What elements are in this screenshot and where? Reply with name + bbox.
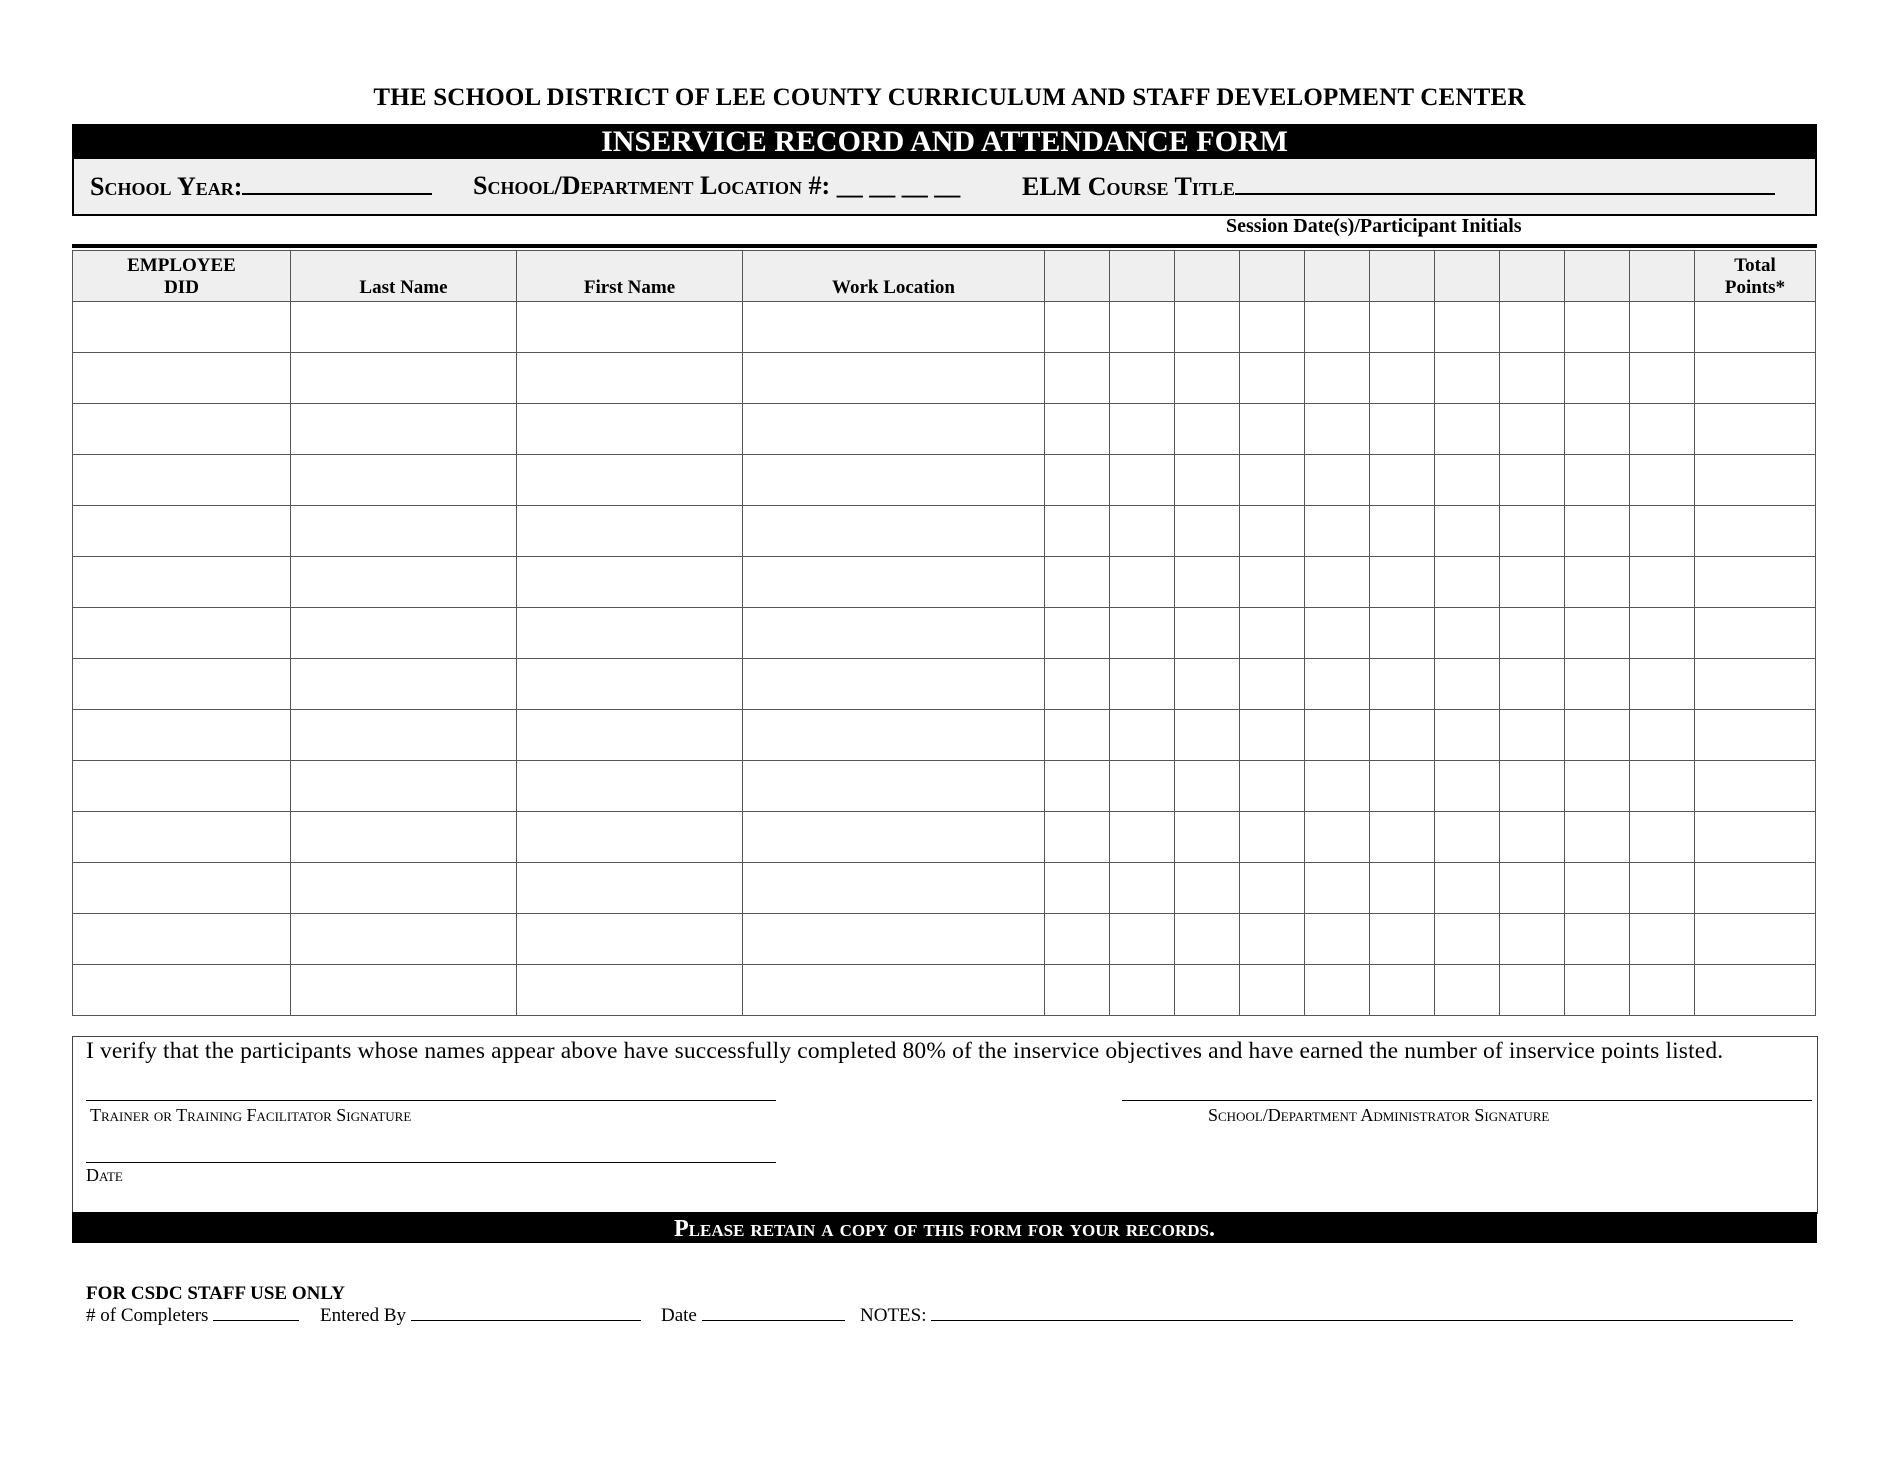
table-cell[interactable] (1175, 965, 1240, 1016)
column-header: EMPLOYEE DID (73, 251, 291, 302)
table-cell[interactable] (1435, 455, 1500, 506)
table-cell[interactable] (1630, 659, 1695, 710)
table-cell[interactable] (1175, 557, 1240, 608)
table-header-row (73, 251, 1816, 302)
table-cell[interactable] (1695, 353, 1816, 404)
table-cell[interactable] (1630, 608, 1695, 659)
table-cell[interactable] (1630, 404, 1695, 455)
table-cell[interactable] (1500, 659, 1565, 710)
session-column-header (1370, 251, 1435, 302)
table-cell[interactable] (517, 914, 743, 965)
table-cell[interactable] (1565, 302, 1630, 353)
table-body (73, 302, 1816, 1016)
table-cell[interactable] (1240, 761, 1305, 812)
session-column-header (1565, 251, 1630, 302)
table-row (73, 404, 1816, 455)
course-title-blank[interactable] (1235, 171, 1775, 195)
table-cell[interactable] (1240, 710, 1305, 761)
table-row (73, 455, 1816, 506)
table-cell[interactable] (291, 404, 517, 455)
table-cell[interactable] (1175, 302, 1240, 353)
table-cell[interactable] (1175, 710, 1240, 761)
notes-field[interactable] (860, 1303, 1793, 1327)
table-cell[interactable] (1630, 557, 1695, 608)
table-cell[interactable] (1695, 761, 1816, 812)
entered-by-blank[interactable] (411, 1303, 641, 1321)
table-cell[interactable] (73, 455, 291, 506)
school-year-blank[interactable] (242, 171, 432, 195)
table-cell[interactable] (291, 455, 517, 506)
table-cell[interactable] (743, 302, 1045, 353)
table-cell[interactable] (1370, 863, 1435, 914)
table-cell[interactable] (291, 353, 517, 404)
table-cell[interactable] (1045, 506, 1110, 557)
table-cell[interactable] (1045, 812, 1110, 863)
table-cell[interactable] (1435, 659, 1500, 710)
table-cell[interactable] (1175, 608, 1240, 659)
table-cell[interactable] (1370, 353, 1435, 404)
table-cell[interactable] (1045, 863, 1110, 914)
table-cell[interactable] (1435, 302, 1500, 353)
notes-label: NOTES: (860, 1305, 927, 1326)
table-cell[interactable] (73, 914, 291, 965)
table-cell[interactable] (743, 659, 1045, 710)
table-cell[interactable] (1045, 557, 1110, 608)
completers-field[interactable] (86, 1303, 299, 1327)
table-cell[interactable] (291, 863, 517, 914)
trainer-signature-label: Trainer or Training Facilitator Signature (90, 1105, 412, 1125)
table-cell[interactable] (1435, 812, 1500, 863)
table-cell[interactable] (1435, 557, 1500, 608)
table-cell[interactable] (1240, 812, 1305, 863)
table-cell[interactable] (1500, 404, 1565, 455)
table-cell[interactable] (1630, 353, 1695, 404)
table-cell[interactable] (1305, 608, 1370, 659)
session-column-header (1305, 251, 1370, 302)
table-cell[interactable] (1435, 965, 1500, 1016)
table-cell[interactable] (1305, 659, 1370, 710)
table-cell[interactable] (73, 812, 291, 863)
table-cell[interactable] (1175, 353, 1240, 404)
table-cell[interactable] (517, 353, 743, 404)
table-cell[interactable] (1695, 659, 1816, 710)
table-cell[interactable] (743, 914, 1045, 965)
table-cell[interactable] (1305, 455, 1370, 506)
table-cell[interactable] (1630, 710, 1695, 761)
location-label: School/Department Location #: (473, 171, 831, 200)
table-cell[interactable] (1695, 404, 1816, 455)
table-cell[interactable] (517, 659, 743, 710)
table-cell[interactable] (517, 506, 743, 557)
table-cell[interactable] (1110, 710, 1175, 761)
staff-date-field[interactable] (661, 1303, 845, 1327)
table-cell[interactable] (291, 608, 517, 659)
table-cell[interactable] (1370, 914, 1435, 965)
table-cell[interactable] (743, 608, 1045, 659)
table-cell[interactable] (1305, 302, 1370, 353)
table-cell[interactable] (1695, 812, 1816, 863)
table-cell[interactable] (73, 761, 291, 812)
table-cell[interactable] (743, 863, 1045, 914)
table-row (73, 608, 1816, 659)
completers-blank[interactable] (213, 1303, 299, 1321)
course-title-label: ELM Course Title (1022, 172, 1235, 201)
table-cell[interactable] (291, 965, 517, 1016)
retain-copy-banner: Please retain a copy of this form for your records. (72, 1212, 1817, 1243)
table-cell[interactable] (1500, 914, 1565, 965)
table-cell[interactable] (743, 965, 1045, 1016)
table-cell[interactable] (1370, 302, 1435, 353)
table-cell[interactable] (1370, 455, 1435, 506)
table-cell[interactable] (1175, 659, 1240, 710)
table-cell[interactable] (1370, 557, 1435, 608)
table-row (73, 761, 1816, 812)
column-header: Last Name (291, 251, 517, 302)
table-row (73, 506, 1816, 557)
table-cell[interactable] (1370, 506, 1435, 557)
table-row (73, 710, 1816, 761)
table-cell[interactable] (1240, 965, 1305, 1016)
table-cell[interactable] (1565, 353, 1630, 404)
session-column-header (1045, 251, 1110, 302)
table-cell[interactable] (1045, 914, 1110, 965)
table-cell[interactable] (743, 557, 1045, 608)
table-cell[interactable] (743, 761, 1045, 812)
table-cell[interactable] (517, 608, 743, 659)
table-cell[interactable] (73, 404, 291, 455)
entered-by-label: Entered By (320, 1305, 407, 1326)
notes-blank[interactable] (931, 1303, 1793, 1321)
table-cell[interactable] (1435, 404, 1500, 455)
staff-date-label: Date (661, 1305, 697, 1326)
table-cell[interactable] (73, 353, 291, 404)
table-cell[interactable] (1110, 608, 1175, 659)
date-signature-label: Date (86, 1165, 123, 1185)
table-cell[interactable] (517, 761, 743, 812)
table-cell[interactable] (1630, 965, 1695, 1016)
table-cell[interactable] (1565, 455, 1630, 506)
table-cell[interactable] (1305, 914, 1370, 965)
table-row (73, 557, 1816, 608)
table-cell[interactable] (1370, 761, 1435, 812)
table-cell[interactable] (1500, 761, 1565, 812)
table-row (73, 965, 1816, 1016)
table-cell[interactable] (1110, 965, 1175, 1016)
table-cell[interactable] (1630, 302, 1695, 353)
table-cell[interactable] (73, 965, 291, 1016)
completers-label: # of Completers (86, 1305, 209, 1326)
session-column-header (1435, 251, 1500, 302)
table-cell[interactable] (1565, 404, 1630, 455)
table-cell[interactable] (1695, 455, 1816, 506)
staff-use-heading: FOR CSDC STAFF USE ONLY (86, 1283, 346, 1304)
table-cell[interactable] (1240, 302, 1305, 353)
table-cell[interactable] (1240, 914, 1305, 965)
table-row (73, 914, 1816, 965)
table-cell[interactable] (1045, 353, 1110, 404)
table-cell[interactable] (1500, 965, 1565, 1016)
table-cell[interactable] (1045, 965, 1110, 1016)
table-cell[interactable] (1500, 506, 1565, 557)
header-rule (72, 244, 1817, 248)
table-cell[interactable] (1435, 710, 1500, 761)
table-cell[interactable] (1305, 965, 1370, 1016)
table-cell[interactable] (1630, 761, 1695, 812)
table-cell[interactable] (1110, 914, 1175, 965)
table-cell[interactable] (1175, 812, 1240, 863)
table-cell[interactable] (1240, 608, 1305, 659)
table-row (73, 659, 1816, 710)
table-cell[interactable] (517, 302, 743, 353)
table-cell[interactable] (517, 710, 743, 761)
table-cell[interactable] (743, 353, 1045, 404)
table-cell[interactable] (1630, 455, 1695, 506)
table-cell[interactable] (1435, 608, 1500, 659)
table-cell[interactable] (1110, 353, 1175, 404)
table-cell[interactable] (743, 506, 1045, 557)
table-cell[interactable] (1695, 965, 1816, 1016)
table-cell[interactable] (1175, 455, 1240, 506)
district-title: THE SCHOOL DISTRICT OF LEE COUNTY CURRICULUM AND STAFF DEVELOPMENT CENTER (373, 84, 1526, 111)
table-cell[interactable] (1565, 812, 1630, 863)
session-column-header (1630, 251, 1695, 302)
entered-by-field[interactable] (320, 1303, 641, 1327)
location-field[interactable] (473, 171, 960, 201)
table-cell[interactable] (1175, 404, 1240, 455)
table-cell[interactable] (517, 863, 743, 914)
table-cell[interactable] (1045, 302, 1110, 353)
table-cell[interactable] (1240, 455, 1305, 506)
table-cell[interactable] (1370, 710, 1435, 761)
table-cell[interactable] (743, 455, 1045, 506)
table-cell[interactable] (291, 914, 517, 965)
table-cell[interactable] (1500, 302, 1565, 353)
table-cell[interactable] (1565, 710, 1630, 761)
table-cell[interactable] (1240, 506, 1305, 557)
table-cell[interactable] (291, 812, 517, 863)
table-cell[interactable] (291, 659, 517, 710)
table-cell[interactable] (1565, 863, 1630, 914)
table-cell[interactable] (1240, 404, 1305, 455)
table-cell[interactable] (1695, 608, 1816, 659)
table-cell[interactable] (1370, 404, 1435, 455)
table-cell[interactable] (1305, 353, 1370, 404)
table-cell[interactable] (1630, 506, 1695, 557)
table-cell[interactable] (1110, 761, 1175, 812)
table-cell[interactable] (73, 659, 291, 710)
table-cell[interactable] (743, 812, 1045, 863)
table-cell[interactable] (1695, 557, 1816, 608)
table-cell[interactable] (1565, 557, 1630, 608)
table-cell[interactable] (1240, 353, 1305, 404)
table-cell[interactable] (73, 608, 291, 659)
table-cell[interactable] (1175, 506, 1240, 557)
admin-signature-label: School/Department Administrator Signature (1208, 1105, 1550, 1125)
table-cell[interactable] (1240, 863, 1305, 914)
admin-signature-line[interactable] (1122, 1100, 1812, 1101)
column-header: Work Location (743, 251, 1045, 302)
table-cell[interactable] (1565, 914, 1630, 965)
table-cell[interactable] (1305, 812, 1370, 863)
table-cell[interactable] (1435, 863, 1500, 914)
table-cell[interactable] (1240, 557, 1305, 608)
session-column-header (1110, 251, 1175, 302)
table-cell[interactable] (1370, 659, 1435, 710)
table-cell[interactable] (73, 557, 291, 608)
table-cell[interactable] (291, 506, 517, 557)
table-cell[interactable] (1500, 608, 1565, 659)
table-cell[interactable] (1305, 710, 1370, 761)
table-cell[interactable] (1110, 506, 1175, 557)
table-cell[interactable] (517, 557, 743, 608)
date-signature-line[interactable] (86, 1162, 776, 1163)
table-cell[interactable] (1630, 914, 1695, 965)
table-cell[interactable] (1565, 608, 1630, 659)
location-blanks[interactable]: __ __ __ __ (836, 171, 961, 200)
table-cell[interactable] (1435, 353, 1500, 404)
table-cell[interactable] (1370, 965, 1435, 1016)
table-cell[interactable] (1695, 302, 1816, 353)
attendance-table (72, 250, 1816, 1016)
table-cell[interactable] (1045, 608, 1110, 659)
table-cell[interactable] (1695, 506, 1816, 557)
session-column-header (1240, 251, 1305, 302)
school-year-field[interactable] (90, 171, 432, 202)
table-cell[interactable] (743, 710, 1045, 761)
table-cell[interactable] (1630, 863, 1695, 914)
column-header: First Name (517, 251, 743, 302)
course-title-field[interactable] (1022, 171, 1775, 202)
table-cell[interactable] (1500, 710, 1565, 761)
table-cell[interactable] (1500, 557, 1565, 608)
table-cell[interactable] (1500, 863, 1565, 914)
table-cell[interactable] (1565, 659, 1630, 710)
table-cell[interactable] (1305, 761, 1370, 812)
column-header: Total Points* (1695, 251, 1816, 302)
table-cell[interactable] (1305, 404, 1370, 455)
table-cell[interactable] (1240, 659, 1305, 710)
table-cell[interactable] (1370, 812, 1435, 863)
table-cell[interactable] (291, 302, 517, 353)
table-row (73, 302, 1816, 353)
table-cell[interactable] (73, 710, 291, 761)
table-cell[interactable] (1175, 914, 1240, 965)
table-cell[interactable] (1045, 455, 1110, 506)
table-row (73, 353, 1816, 404)
session-column-header (1175, 251, 1240, 302)
table-cell[interactable] (1435, 761, 1500, 812)
table-cell[interactable] (1500, 455, 1565, 506)
table-cell[interactable] (1435, 506, 1500, 557)
table-cell[interactable] (743, 404, 1045, 455)
table-cell[interactable] (1175, 761, 1240, 812)
table-cell[interactable] (1110, 302, 1175, 353)
table-cell[interactable] (1110, 659, 1175, 710)
table-cell[interactable] (1110, 557, 1175, 608)
table-cell[interactable] (1175, 863, 1240, 914)
table-cell[interactable] (1630, 812, 1695, 863)
table-cell[interactable] (517, 455, 743, 506)
table-cell[interactable] (1305, 506, 1370, 557)
table-cell[interactable] (1565, 761, 1630, 812)
table-row (73, 812, 1816, 863)
table-cell[interactable] (1110, 455, 1175, 506)
table-cell[interactable] (1565, 965, 1630, 1016)
table-cell[interactable] (73, 506, 291, 557)
table-cell[interactable] (1110, 812, 1175, 863)
table-cell[interactable] (1500, 353, 1565, 404)
table-cell[interactable] (1045, 659, 1110, 710)
session-dates-label: Session Date(s)/Participant Initials (1226, 215, 1522, 237)
verification-statement: I verify that the participants whose names appear above have successfully completed 80% of the inservice objectives and have earned the number of inservice points listed. (86, 1038, 1724, 1064)
table-cell[interactable] (1565, 506, 1630, 557)
table-cell[interactable] (1305, 557, 1370, 608)
table-cell[interactable] (1695, 710, 1816, 761)
table-cell[interactable] (1695, 863, 1816, 914)
table-cell[interactable] (1435, 914, 1500, 965)
table-cell[interactable] (73, 863, 291, 914)
table-cell[interactable] (1045, 404, 1110, 455)
table-cell[interactable] (1305, 863, 1370, 914)
table-cell[interactable] (1045, 710, 1110, 761)
table-cell[interactable] (291, 710, 517, 761)
form-title-banner: INSERVICE RECORD AND ATTENDANCE FORM (72, 124, 1817, 159)
table-cell[interactable] (291, 557, 517, 608)
table-cell[interactable] (1110, 404, 1175, 455)
table-cell[interactable] (291, 761, 517, 812)
table-cell[interactable] (517, 404, 743, 455)
table-cell[interactable] (517, 812, 743, 863)
school-year-label: School Year: (90, 172, 243, 201)
session-column-header (1500, 251, 1565, 302)
table-row (73, 863, 1816, 914)
table-cell[interactable] (1500, 812, 1565, 863)
table-cell[interactable] (1045, 761, 1110, 812)
table-cell[interactable] (1110, 863, 1175, 914)
table-cell[interactable] (73, 302, 291, 353)
table-cell[interactable] (1695, 914, 1816, 965)
trainer-signature-line[interactable] (86, 1100, 776, 1101)
table-cell[interactable] (1370, 608, 1435, 659)
staff-date-blank[interactable] (702, 1303, 845, 1321)
table-cell[interactable] (517, 965, 743, 1016)
